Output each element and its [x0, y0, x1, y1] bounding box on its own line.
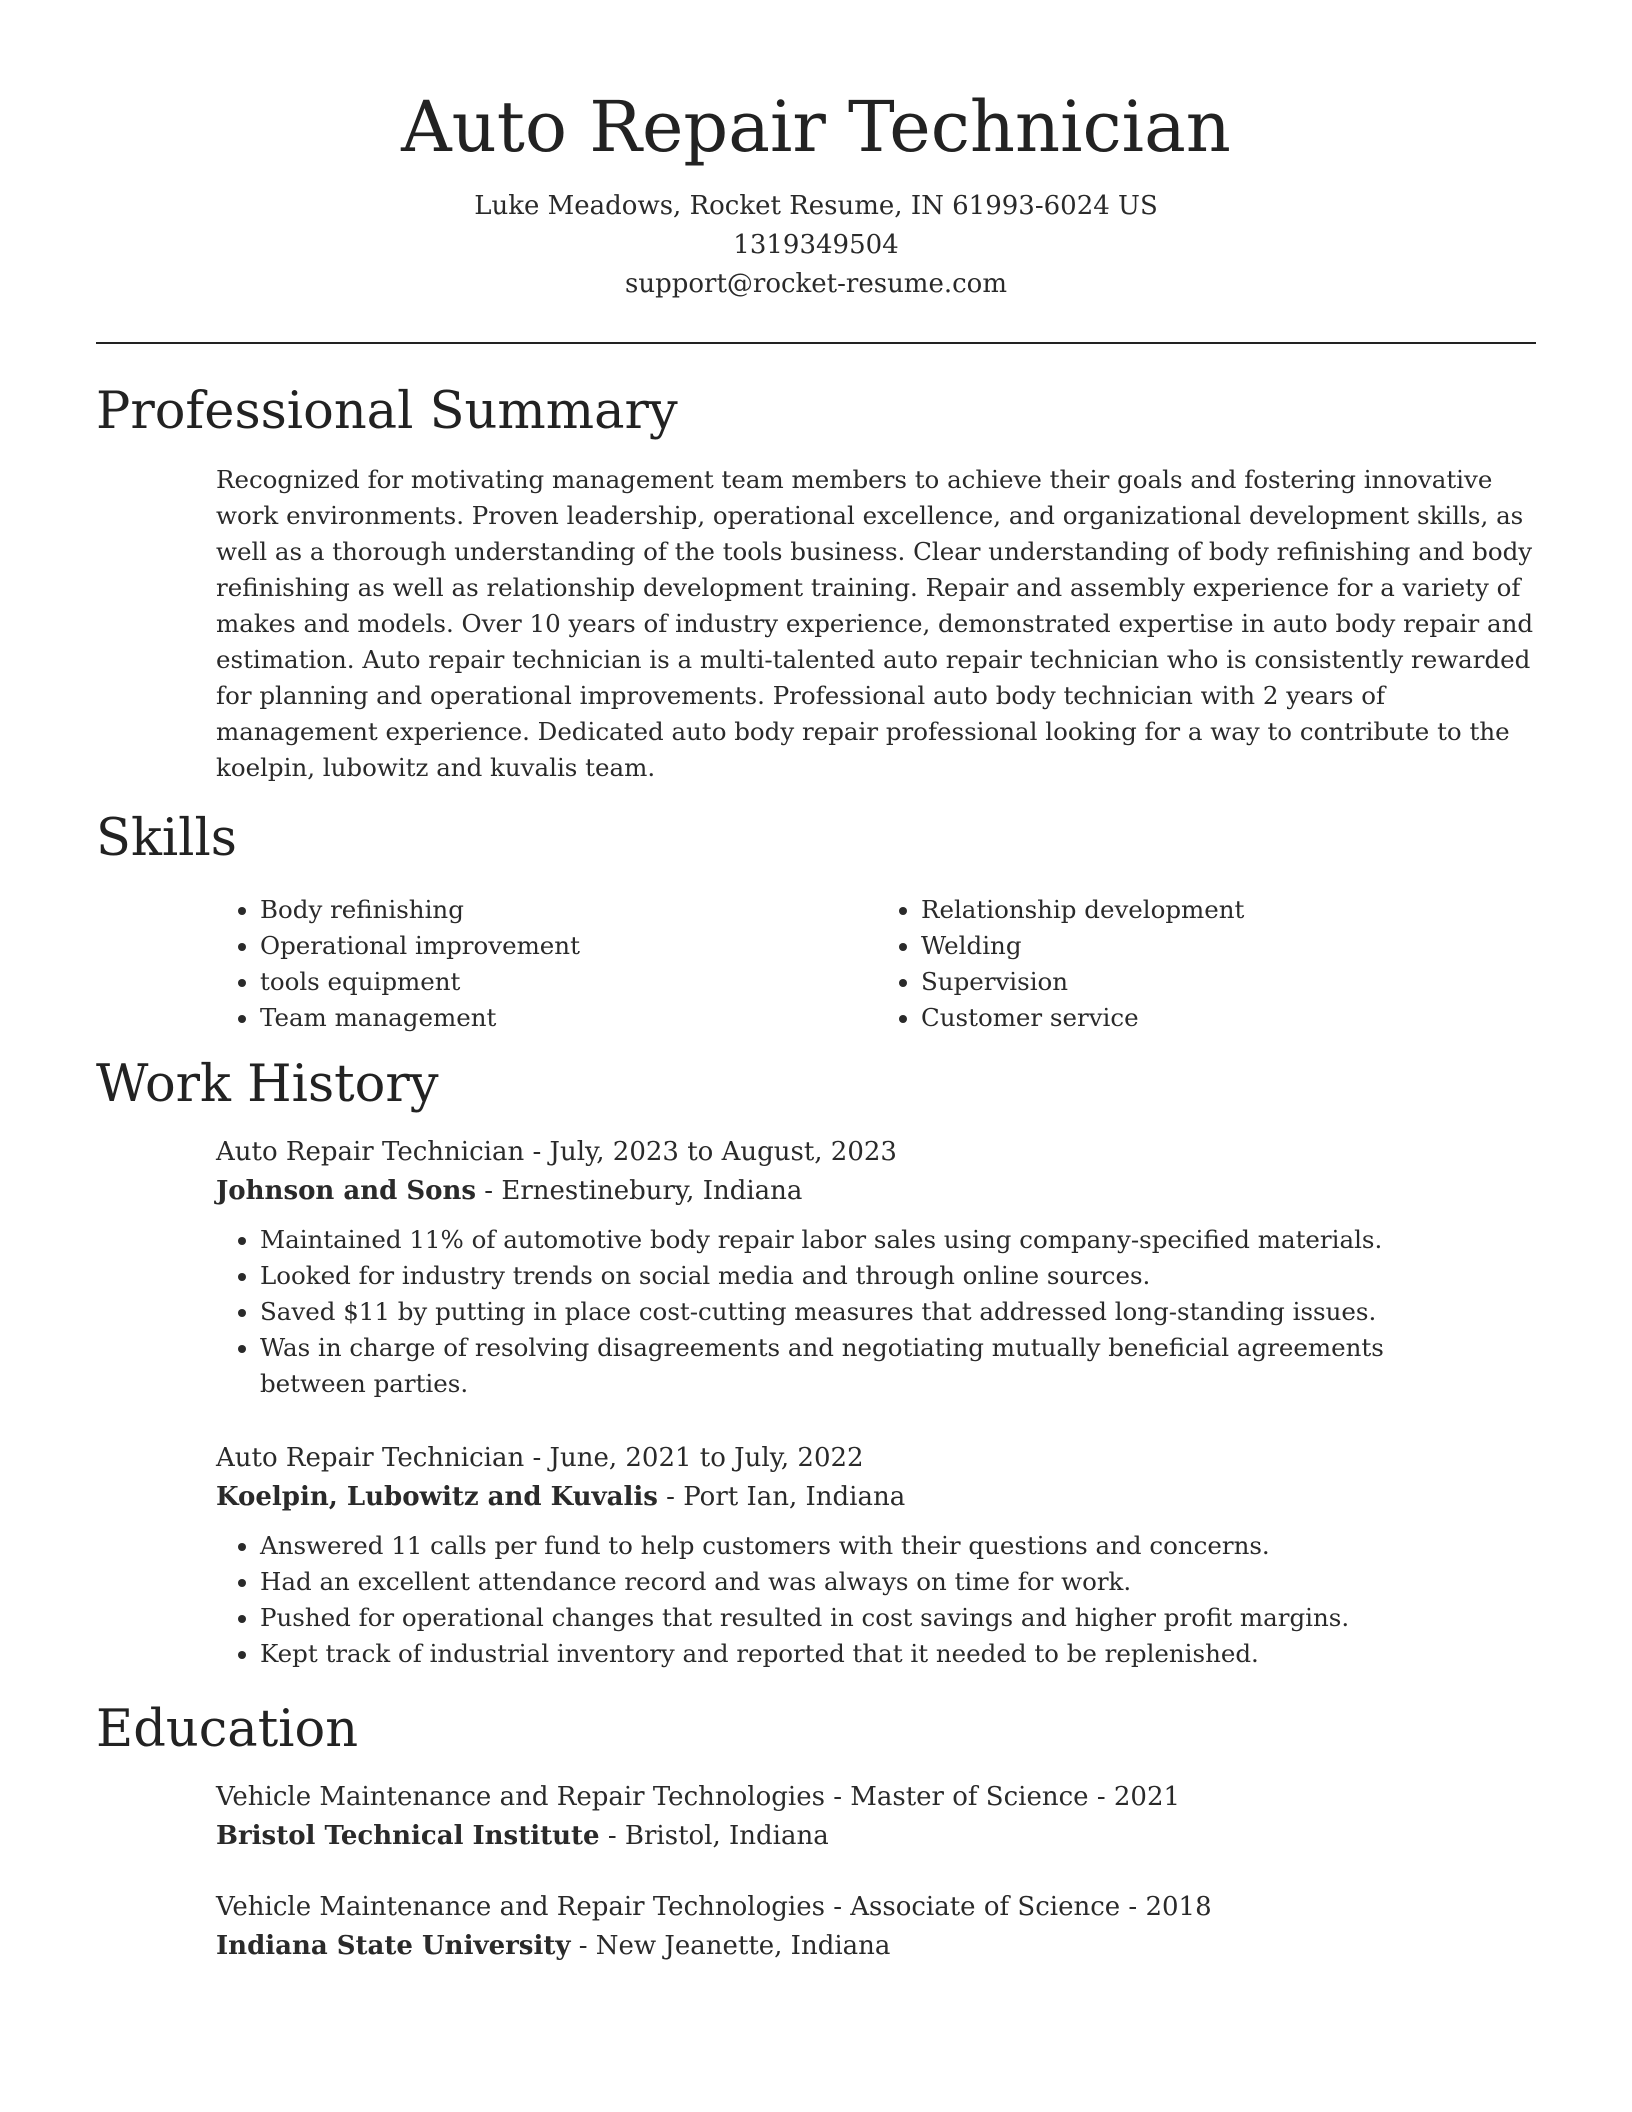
job-location: - Ernestinebury, Indiana	[476, 1176, 803, 1206]
duty-item: • Had an excellent attendance record and was always on time for work.	[260, 1564, 1476, 1600]
duty-item: • Saved $11 by putting in place cost-cutting measures that addressed long-standing issues.	[260, 1294, 1476, 1330]
education-degree: Vehicle Maintenance and Repair Technologies - Associate of Science	[216, 1892, 1121, 1922]
duty-item: • Pushed for operational changes that resulted in cost savings and higher profit margins.	[260, 1600, 1476, 1636]
duty-item: • Was in charge of resolving disagreements and negotiating mutually beneficial agreements between parties.	[260, 1330, 1476, 1402]
skill-item: • Welding	[921, 928, 1538, 964]
job-duties	[216, 1528, 1476, 1672]
contact-block	[96, 187, 1536, 304]
contact-address: Luke Meadows, Rocket Resume, IN 61993-6024 US	[474, 191, 1158, 221]
contact-email: support@rocket-resume.com	[624, 269, 1007, 299]
skill-item: • Operational improvement	[260, 928, 877, 964]
skill-item: • Supervision	[921, 964, 1538, 1000]
job-location: - Port Ian, Indiana	[657, 1482, 906, 1512]
education-degree: Vehicle Maintenance and Repair Technologies - Master of Science	[216, 1782, 1089, 1812]
duty-item: • Answered 11 calls per fund to help customers with their questions and concerns.	[260, 1528, 1476, 1564]
education-year: - 2021	[1088, 1782, 1181, 1812]
contact-phone: 1319349504	[733, 230, 899, 260]
education-school-line	[216, 1817, 1476, 1856]
job-dates: - July, 2023 to August, 2023	[524, 1137, 897, 1167]
education-school-line	[216, 1927, 1476, 1966]
skills-list	[216, 892, 1538, 1036]
resume-name: Auto Repair Technician	[401, 86, 1231, 168]
summary-text: Recognized for motivating management team members to achieve their goals and fostering innovative work environments. Proven leadership, operational excellence, and organizational development skills, as well as a thorough understanding of the tools business. Clear understanding of body refinishing and body refinishing as well as relationship development training. Repair and assembly experience for a variety of makes and models. Over 10 years of industry experience, demonstrated expertise in auto body repair and estimation. Auto repair technician is a multi-talented auto repair technician who is consistently rewarded for planning and operational improvements. Professional auto body technician with 2 years of management experience. Dedicated auto body repair professional looking for a way to contribute to the koelpin, lubowitz and kuvalis team.	[216, 465, 1534, 782]
job-company-line	[216, 1478, 1476, 1517]
job-dates: - June, 2021 to July, 2022	[524, 1443, 864, 1473]
skill-item: • Team management	[260, 1000, 877, 1036]
education-degree-line	[216, 1888, 1476, 1927]
education-school: Indiana State University	[216, 1931, 571, 1961]
education-entry	[216, 1888, 1476, 1966]
resume-header	[96, 82, 1536, 304]
header-divider	[96, 342, 1536, 344]
job-entry	[216, 1439, 1476, 1672]
education-school: Bristol Technical Institute	[216, 1821, 600, 1851]
education-location: - New Jeanette, Indiana	[570, 1931, 891, 1961]
section-title-summary: Professional Summary	[96, 382, 678, 441]
education-location: - Bristol, Indiana	[599, 1821, 829, 1851]
education-entry	[216, 1778, 1476, 1856]
education-degree-line	[216, 1778, 1476, 1817]
job-title-line	[216, 1439, 1476, 1478]
skill-item: • Customer service	[921, 1000, 1538, 1036]
job-entry	[216, 1133, 1476, 1402]
duty-item: • Looked for industry trends on social media and through online sources.	[260, 1258, 1476, 1294]
section-title-education: Education	[96, 1700, 359, 1759]
job-company: Johnson and Sons	[216, 1176, 477, 1206]
duty-item: • Kept track of industrial inventory and reported that it needed to be replenished.	[260, 1636, 1476, 1672]
section-title-skills: Skills	[96, 809, 237, 868]
job-company-line	[216, 1172, 1476, 1211]
skill-item: • Body refinishing	[260, 892, 877, 928]
skills-column-right	[877, 892, 1538, 1036]
education-year: - 2018	[1120, 1892, 1212, 1922]
section-title-work-history: Work History	[96, 1055, 439, 1114]
skill-item: • tools equipment	[260, 964, 877, 1000]
job-title-line	[216, 1133, 1476, 1172]
job-role: Auto Repair Technician	[216, 1443, 525, 1473]
job-company: Koelpin, Lubowitz and Kuvalis	[216, 1482, 658, 1512]
skills-column-left	[216, 892, 877, 1036]
duty-item: • Maintained 11% of automotive body repair labor sales using company-specified materials.	[260, 1222, 1476, 1258]
job-duties	[216, 1222, 1476, 1402]
job-role: Auto Repair Technician	[216, 1137, 525, 1167]
skill-item: • Relationship development	[921, 892, 1538, 928]
